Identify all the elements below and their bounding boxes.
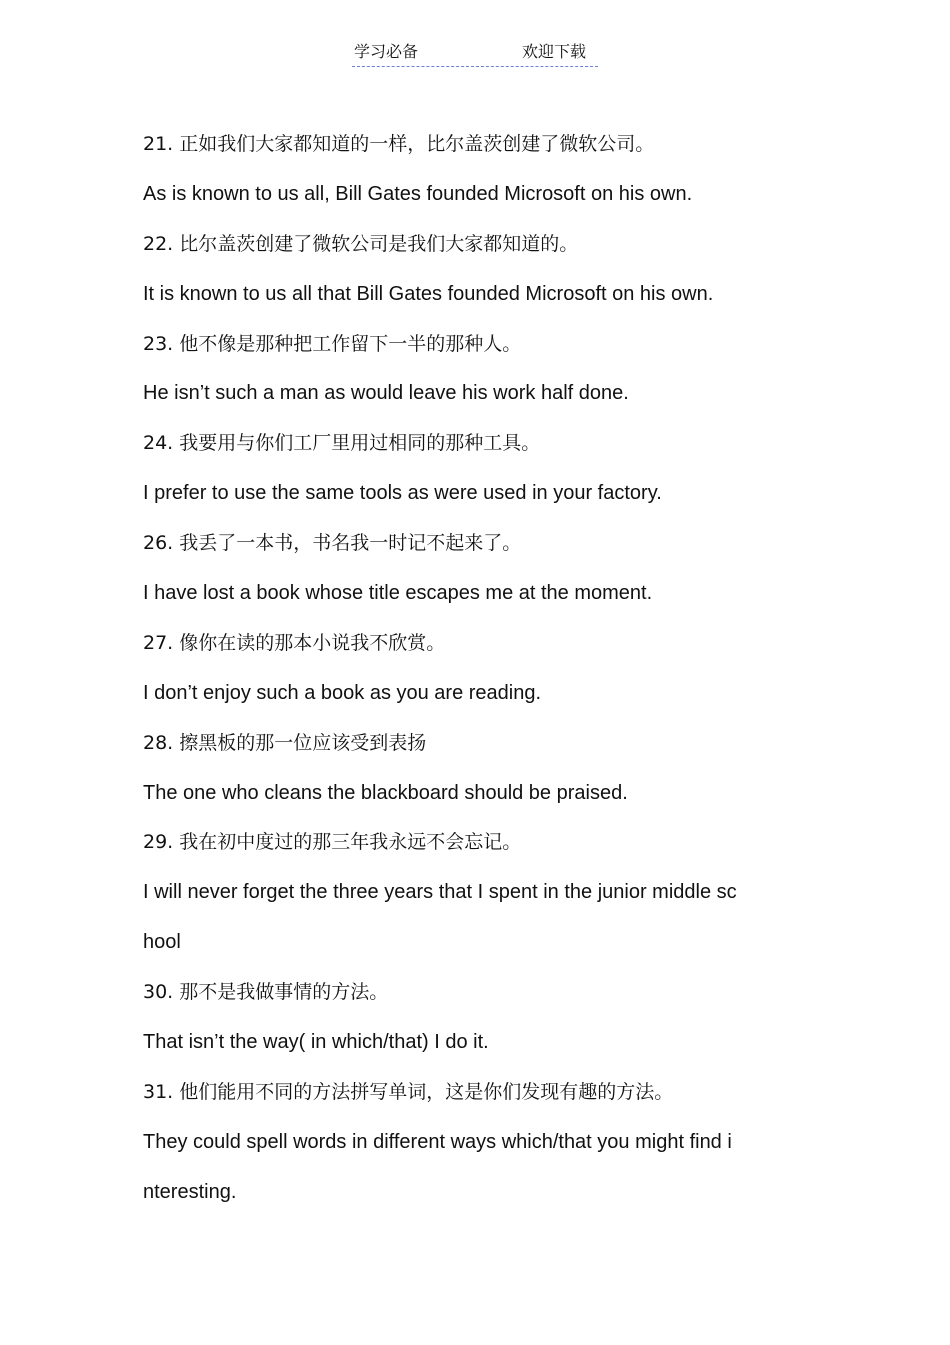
sentence-29-chinese: 29. 我在初中度过的那三年我永远不会忘记。: [143, 831, 522, 854]
sentence-30-english: That isn’t the way( in which/that) I do it.: [143, 1031, 489, 1054]
sentence-27-english: I don’t enjoy such a book as you are reading.: [143, 681, 542, 704]
sentence-23-chinese: 23. 他不像是那种把工作留下一半的那种人。: [143, 332, 522, 355]
sentence-26-english: I have lost a book whose title escapes me at the moment.: [143, 582, 653, 605]
sentence-22-english: It is known to us all that Bill Gates founded Microsoft on his own.: [143, 282, 714, 305]
header-right-text: 欢迎下载: [522, 42, 587, 61]
sentence-23-english: He isn’t such a man as would leave his work half done.: [143, 382, 629, 405]
sentence-29-english-continued: hool: [143, 931, 181, 954]
sentence-28-chinese: 28. 擦黑板的那一位应该受到表扬: [143, 731, 427, 754]
sentence-31-chinese: 31. 他们能用不同的方法拼写单词，这是你们发现有趣的方法。: [143, 1080, 674, 1103]
sentence-31-english: They could spell words in different ways which/that you might find i: [143, 1130, 732, 1153]
sentence-27-chinese: 27. 像你在读的那本小说我不欣赏。: [143, 631, 446, 654]
sentence-26-chinese: 26. 我丢了一本书，书名我一时记不起来了。: [143, 532, 522, 555]
page-header: [352, 40, 598, 67]
sentence-24-english: I prefer to use the same tools as were used in your factory.: [143, 482, 662, 505]
sentence-31-english-continued: nteresting.: [143, 1180, 237, 1203]
sentence-21-english: As is known to us all, Bill Gates founded Microsoft on his own.: [143, 182, 693, 205]
document-body: [143, 120, 833, 1218]
header-left-text: 学习必备: [354, 42, 419, 61]
sentence-24-chinese: 24. 我要用与你们工厂里用过相同的那种工具。: [143, 432, 541, 455]
sentence-21-chinese: 21. 正如我们大家都知道的一样，比尔盖茨创建了微软公司。: [143, 133, 655, 155]
sentence-29-english: I will never forget the three years that I spent in the junior middle sc: [143, 881, 737, 904]
sentence-28-english: The one who cleans the blackboard should be praised.: [143, 781, 628, 804]
sentence-22-chinese: 22. 比尔盖茨创建了微软公司是我们大家都知道的。: [143, 232, 579, 255]
sentence-30-chinese: 30. 那不是我做事情的方法。: [143, 981, 389, 1004]
